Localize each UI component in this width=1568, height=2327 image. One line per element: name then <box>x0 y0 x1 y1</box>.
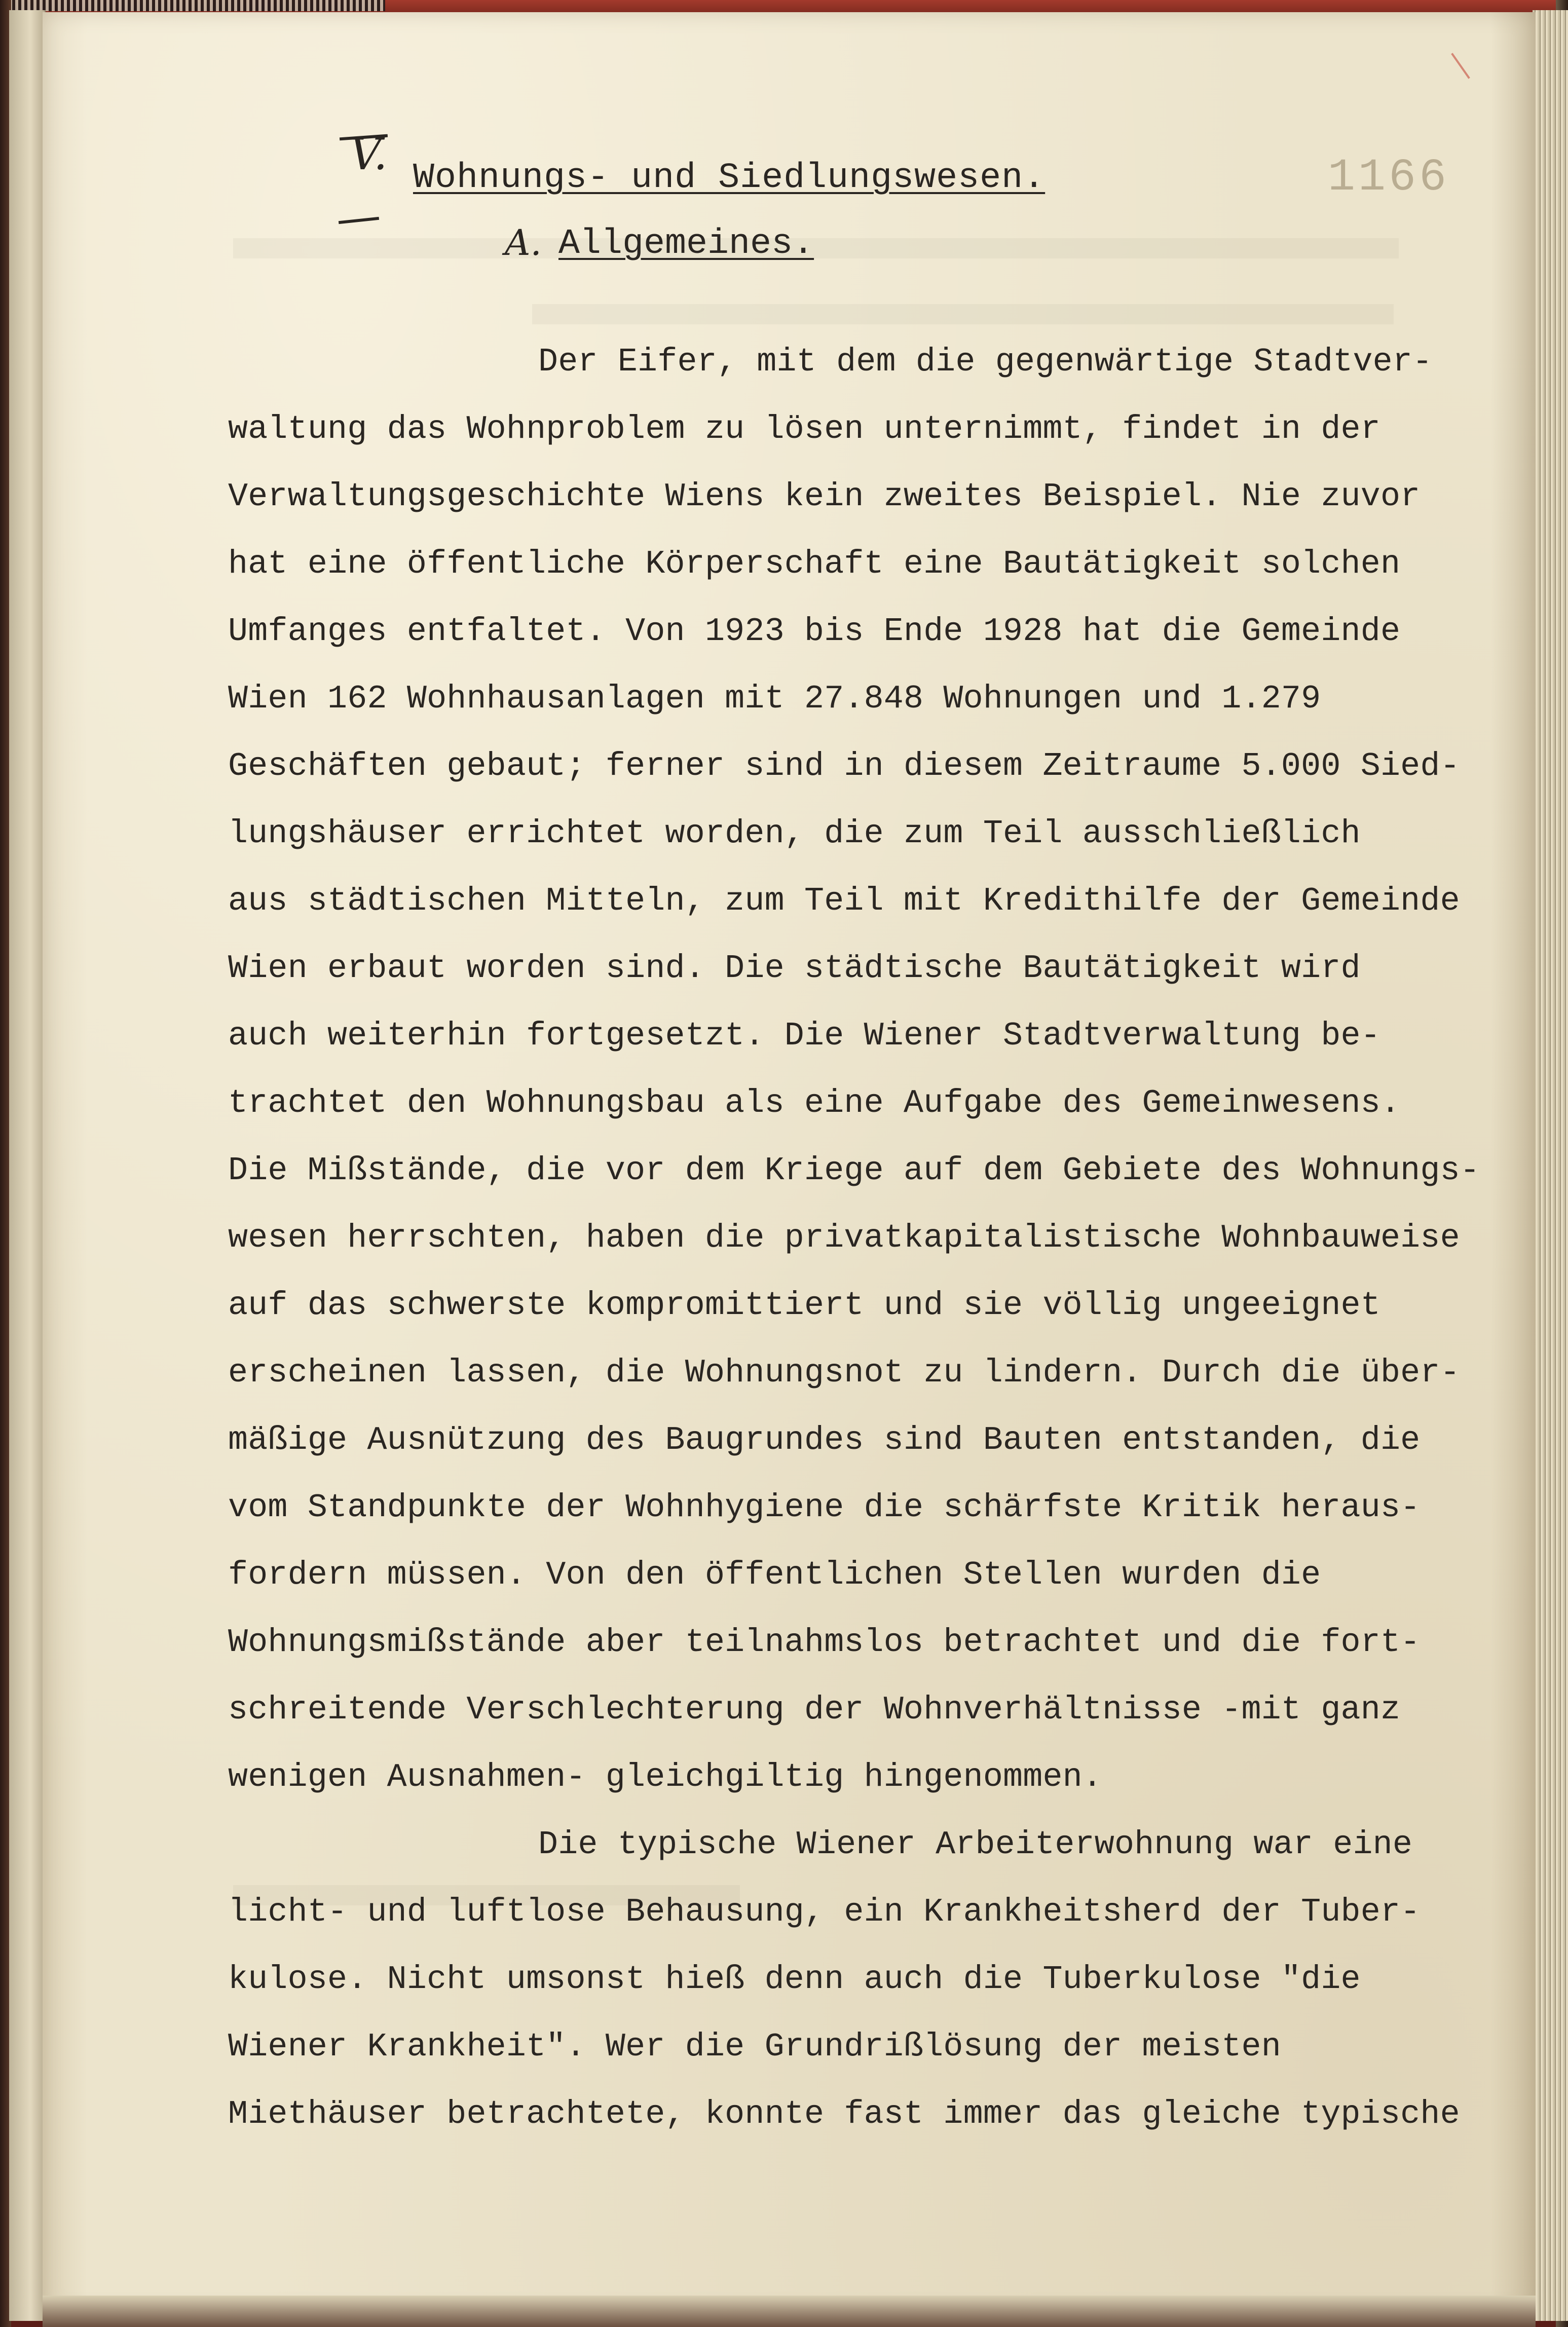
section-title: Wohnungs- und Siedlungswesen. <box>413 158 1046 198</box>
text-line: Die typische Wiener Arbeiterwohnung war eine <box>538 1826 1413 1863</box>
underlying-page-edge <box>9 10 46 2321</box>
text-line: Wien erbaut worden sind. Die städtische Bautätigkeit wird <box>228 950 1361 987</box>
text-line: wenigen Ausnahmen- gleichgiltig hingenommen. <box>228 1758 1103 1796</box>
text-line: Geschäften gebaut; ferner sind in diesem Zeitraume 5.000 Sied- <box>228 747 1460 785</box>
text-line: waltung das Wohnproblem zu lösen unternimmt, findet in der <box>228 410 1380 448</box>
text-line: kulose. Nicht umsonst hieß denn auch die Tuberkulose "die <box>228 1961 1361 1998</box>
text-line: auf das schwerste kompromittiert und sie völlig ungeeignet <box>228 1287 1380 1324</box>
page-bottom-shadow <box>43 2296 1536 2327</box>
text-line: erscheinen lassen, die Wohnungsnot zu lindern. Durch die über- <box>228 1354 1460 1392</box>
text-line: fordern müssen. Von den öffentlichen Stellen wurden die <box>228 1556 1321 1594</box>
text-line: hat eine öffentliche Körperschaft eine Bautätigkeit solchen <box>228 545 1401 583</box>
text-line: schreitende Verschlechterung der Wohnverhältnisse -mit ganz <box>228 1691 1401 1729</box>
text-line: aus städtischen Mitteln, zum Teil mit Kredithilfe der Gemeinde <box>228 882 1460 920</box>
text-line: Miethäuser betrachtete, konnte fast immer das gleiche typische <box>228 2095 1460 2133</box>
page-stack-edges <box>1533 10 1568 2321</box>
text-line: Wohnungsmißstände aber teilnahmslos betrachtet und die fort- <box>228 1624 1421 1661</box>
text-line: Umfanges entfaltet. Von 1923 bis Ende 1928 hat die Gemeinde <box>228 613 1401 650</box>
bleed-through-shadow <box>532 304 1394 324</box>
text-line: Der Eifer, mit dem die gegenwärtige Stadtver- <box>538 343 1433 381</box>
text-line: Verwaltungsgeschichte Wiens kein zweites Beispiel. Nie zuvor <box>228 478 1421 515</box>
roman-numeral: V. <box>350 129 388 180</box>
text-line: Die Mißstände, die vor dem Kriege auf dem Gebiete des Wohnungs- <box>228 1152 1480 1189</box>
text-line: Wien 162 Wohnhausanlagen mit 27.848 Wohnungen und 1.279 <box>228 680 1321 718</box>
subsection-title: Allgemeines. <box>558 224 814 264</box>
text-line: wesen herrschten, haben die privatkapitalistische Wohnbauweise <box>228 1219 1460 1257</box>
subsection-letter: A. <box>505 222 542 264</box>
bleed-through-shadow <box>233 238 1399 258</box>
binding-stripe <box>0 0 385 11</box>
text-line: vom Standpunkte der Wohnhygiene die schärfste Kritik heraus- <box>228 1489 1421 1526</box>
text-line: trachtet den Wohnungsbau als eine Aufgabe des Gemeinwesens. <box>228 1084 1401 1122</box>
text-line: lungshäuser errichtet worden, die zum Teil ausschließlich <box>228 815 1361 852</box>
text-line: licht- und luftlose Behausung, ein Krankheitsherd der Tuber- <box>228 1893 1421 1931</box>
text-line: Wiener Krankheit". Wer die Grundrißlösung der meisten <box>228 2028 1281 2066</box>
text-line: mäßige Ausnützung des Baugrundes sind Bauten entstanden, die <box>228 1421 1421 1459</box>
stamped-page-number: 1166 <box>1328 152 1450 204</box>
text-line: auch weiterhin fortgesetzt. Die Wiener Stadtverwaltung be- <box>228 1017 1380 1055</box>
